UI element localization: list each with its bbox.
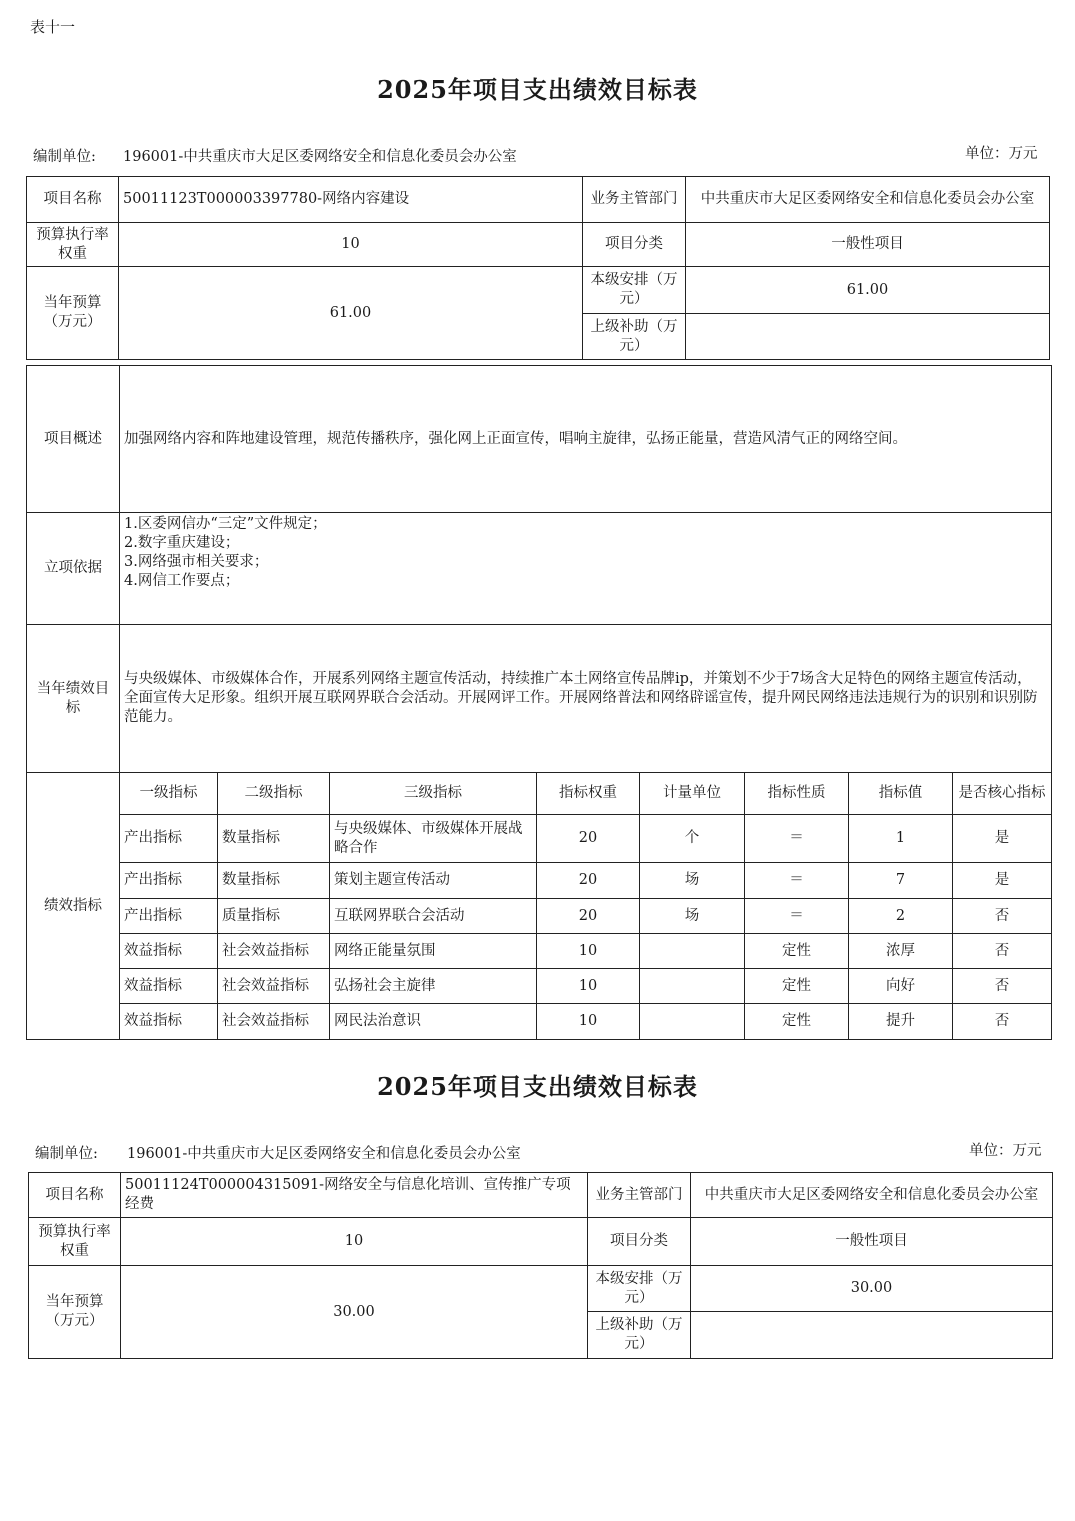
goal-text: 与央级媒体、市级媒体合作，开展系列网络主题宣传活动，持续推广本土网络宣传品牌ip，并策划不少于7场含大足特色的网络主题宣传活动，全面宣传大足形象。组织开展互联网界联合会活动。开展网评工作。开展网络普法和网络辟谣宣传，提升网民网络违法违规行为的识别和识别防范能力。	[120, 625, 1052, 773]
table-row	[27, 815, 1052, 863]
dept-value: 中共重庆市大足区委网络安全和信息化委员会办公室	[686, 177, 1050, 223]
unit-cell	[640, 1004, 745, 1040]
upper-label: 上级补助（万元）	[588, 1312, 691, 1359]
form2-currency-label: 单位：万元	[969, 1143, 1042, 1159]
indicators-label: 绩效指标	[27, 773, 120, 1040]
form2-title: 2025年项目支出绩效目标表	[377, 1072, 698, 1101]
form1-title: 2025年项目支出绩效目标表	[377, 75, 698, 104]
local-label: 本级安排（万元）	[583, 267, 686, 314]
overview-text: 加强网络内容和阵地建设管理，规范传播秩序，强化网上正面宣传，唱响主旋律，弘扬正能量，营造风清气正的网络空间。	[120, 366, 1052, 513]
dept-value: 中共重庆市大足区委网络安全和信息化委员会办公室	[691, 1173, 1053, 1218]
value-cell: 向好	[849, 969, 953, 1004]
level1-cell: 产出指标	[120, 863, 218, 899]
nature-cell: 定性	[745, 969, 849, 1004]
indicator-header: 二级指标	[218, 773, 330, 815]
category-label: 项目分类	[583, 223, 686, 267]
upper-value	[686, 314, 1050, 360]
weight-value: 10	[119, 223, 583, 267]
level2-cell: 社会效益指标	[218, 1004, 330, 1040]
category-value: 一般性项目	[691, 1218, 1053, 1266]
project-name-value: 50011124T000004315091-网络安全与信息化培训、宣传推广专项经费	[121, 1173, 588, 1218]
indicator-header: 指标权重	[537, 773, 640, 815]
form1-currency-label: 单位：万元	[965, 146, 1038, 162]
form1-header-table	[26, 176, 1050, 360]
form1-unit-value: 196001-中共重庆市大足区委网络安全和信息化委员会办公室	[123, 149, 517, 165]
basis-item: 4.网信工作要点；	[124, 572, 240, 589]
basis-list	[120, 513, 1052, 625]
weight-label: 预算执行率权重	[27, 223, 119, 267]
level1-cell: 产出指标	[120, 899, 218, 934]
unit-cell	[640, 969, 745, 1004]
core-cell: 否	[953, 969, 1052, 1004]
level2-cell: 社会效益指标	[218, 969, 330, 1004]
weight-cell: 20	[537, 815, 640, 863]
level1-cell: 效益指标	[120, 969, 218, 1004]
nature-cell: 定性	[745, 934, 849, 969]
category-label: 项目分类	[588, 1218, 691, 1266]
level1-cell: 效益指标	[120, 934, 218, 969]
table-row	[27, 934, 1052, 969]
overview-label: 项目概述	[27, 366, 120, 513]
form2-unit-label: 编制单位:	[35, 1146, 98, 1162]
table-row	[27, 899, 1052, 934]
level3-cell: 网民法治意识	[330, 1004, 537, 1040]
core-cell: 否	[953, 934, 1052, 969]
table-row	[27, 863, 1052, 899]
category-value: 一般性项目	[686, 223, 1050, 267]
indicator-header: 三级指标	[330, 773, 537, 815]
project-name-value: 50011123T000003397780-网络内容建设	[119, 177, 583, 223]
indicator-header: 计量单位	[640, 773, 745, 815]
nature-cell: 定性	[745, 1004, 849, 1040]
weight-cell: 10	[537, 969, 640, 1004]
form2-header-table	[28, 1172, 1053, 1359]
upper-value	[691, 1312, 1053, 1359]
level2-cell: 数量指标	[218, 815, 330, 863]
weight-value: 10	[121, 1218, 588, 1266]
level2-cell: 社会效益指标	[218, 934, 330, 969]
table-row	[27, 969, 1052, 1004]
unit-cell	[640, 934, 745, 969]
level2-cell: 质量指标	[218, 899, 330, 934]
core-cell: 否	[953, 1004, 1052, 1040]
level1-cell: 效益指标	[120, 1004, 218, 1040]
level3-cell: 弘扬社会主旋律	[330, 969, 537, 1004]
dept-label: 业务主管部门	[583, 177, 686, 223]
level3-cell: 与央级媒体、市级媒体开展战略合作	[330, 815, 537, 863]
page-tag: 表十一	[30, 18, 76, 36]
upper-label: 上级补助（万元）	[583, 314, 686, 360]
level3-cell: 策划主题宣传活动	[330, 863, 537, 899]
weight-cell: 20	[537, 899, 640, 934]
basis-label: 立项依据	[27, 513, 120, 625]
weight-cell: 20	[537, 863, 640, 899]
indicator-header: 是否核心指标	[953, 773, 1052, 815]
form2-unit-value: 196001-中共重庆市大足区委网络安全和信息化委员会办公室	[127, 1146, 521, 1162]
nature-cell: ＝	[745, 863, 849, 899]
unit-cell: 个	[640, 815, 745, 863]
budget-value: 61.00	[119, 267, 583, 360]
budget-value: 30.00	[121, 1266, 588, 1359]
nature-cell: ＝	[745, 815, 849, 863]
weight-cell: 10	[537, 934, 640, 969]
basis-item: 2.数字重庆建设；	[124, 534, 240, 551]
unit-cell: 场	[640, 899, 745, 934]
indicator-header: 一级指标	[120, 773, 218, 815]
form1-unit-label: 编制单位:	[33, 149, 96, 165]
core-cell: 是	[953, 815, 1052, 863]
core-cell: 是	[953, 863, 1052, 899]
weight-label: 预算执行率权重	[29, 1218, 121, 1266]
value-cell: 1	[849, 815, 953, 863]
value-cell: 提升	[849, 1004, 953, 1040]
nature-cell: ＝	[745, 899, 849, 934]
local-label: 本级安排（万元）	[588, 1266, 691, 1312]
dept-label: 业务主管部门	[588, 1173, 691, 1218]
value-cell: 2	[849, 899, 953, 934]
level2-cell: 数量指标	[218, 863, 330, 899]
local-value: 61.00	[686, 267, 1050, 314]
budget-label: 当年预算（万元）	[27, 267, 119, 360]
basis-item: 3.网络强市相关要求；	[124, 553, 269, 570]
level3-cell: 互联网界联合会活动	[330, 899, 537, 934]
goal-label: 当年绩效目标	[27, 625, 120, 773]
level3-cell: 网络正能量氛围	[330, 934, 537, 969]
budget-label: 当年预算（万元）	[29, 1266, 121, 1359]
value-cell: 7	[849, 863, 953, 899]
level1-cell: 产出指标	[120, 815, 218, 863]
indicator-header: 指标值	[849, 773, 953, 815]
unit-cell: 场	[640, 863, 745, 899]
basis-item: 1.区委网信办“三定”文件规定；	[124, 516, 327, 532]
table-row	[27, 1004, 1052, 1040]
project-name-label: 项目名称	[27, 177, 119, 223]
project-name-label: 项目名称	[29, 1173, 121, 1218]
indicator-table	[26, 772, 1052, 1040]
weight-cell: 10	[537, 1004, 640, 1040]
core-cell: 否	[953, 899, 1052, 934]
local-value: 30.00	[691, 1266, 1053, 1312]
indicator-header: 指标性质	[745, 773, 849, 815]
form1-body-table	[26, 365, 1052, 773]
value-cell: 浓厚	[849, 934, 953, 969]
